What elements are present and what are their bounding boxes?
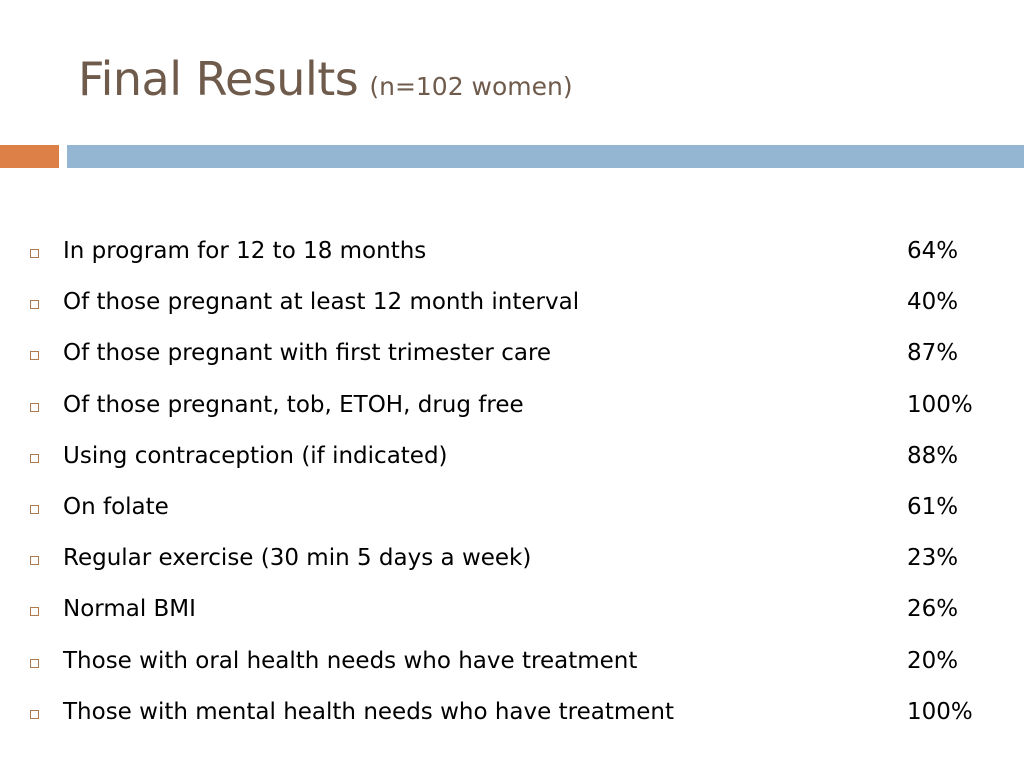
- square-bullet-icon: [30, 403, 39, 412]
- result-row: [0, 382, 1024, 433]
- result-value: 20%: [907, 647, 959, 674]
- square-bullet-icon: [30, 351, 39, 360]
- result-value: 100%: [907, 391, 973, 418]
- square-bullet-icon: [30, 300, 39, 309]
- result-row: [0, 638, 1024, 689]
- square-bullet-icon: [30, 659, 39, 668]
- result-row: [0, 535, 1024, 586]
- result-row: [0, 228, 1024, 279]
- result-row: [0, 484, 1024, 535]
- square-bullet-icon: [30, 505, 39, 514]
- result-label: On folate: [63, 493, 169, 520]
- result-row: [0, 279, 1024, 330]
- result-label: Of those pregnant, tob, ETOH, drug free: [63, 391, 524, 418]
- result-row: [0, 586, 1024, 637]
- results-list: [0, 228, 1024, 740]
- slide-title: [78, 52, 573, 106]
- result-value: 87%: [907, 340, 959, 367]
- result-row: [0, 689, 1024, 740]
- result-label: Of those pregnant with first trimester care: [63, 340, 552, 367]
- result-value: 64%: [907, 238, 959, 264]
- square-bullet-icon: [30, 710, 39, 719]
- square-bullet-icon: [30, 556, 39, 565]
- result-label: Regular exercise (30 min 5 days a week): [63, 545, 532, 572]
- result-value: 88%: [907, 442, 959, 469]
- result-value: 40%: [907, 289, 959, 316]
- result-value: 100%: [907, 698, 973, 725]
- result-label: Using contraception (if indicated): [63, 442, 448, 469]
- square-bullet-icon: [30, 249, 39, 258]
- accent-bar-orange: [0, 145, 59, 168]
- result-value: 61%: [907, 493, 959, 520]
- result-label: Those with oral health needs who have treatment: [63, 647, 638, 674]
- square-bullet-icon: [30, 454, 39, 463]
- result-value: 23%: [907, 545, 959, 572]
- title-subtitle: (n=102 women): [369, 72, 573, 101]
- result-label: Of those pregnant at least 12 month interval: [63, 289, 580, 316]
- accent-bar-blue: [67, 145, 1024, 168]
- square-bullet-icon: [30, 607, 39, 616]
- result-row: [0, 330, 1024, 381]
- title-main: Final Results: [78, 52, 359, 106]
- result-row: [0, 433, 1024, 484]
- result-label: In program for 12 to 18 months: [63, 238, 427, 264]
- result-value: 26%: [907, 596, 959, 623]
- result-label: Those with mental health needs who have treatment: [63, 698, 674, 725]
- result-label: Normal BMI: [63, 596, 196, 623]
